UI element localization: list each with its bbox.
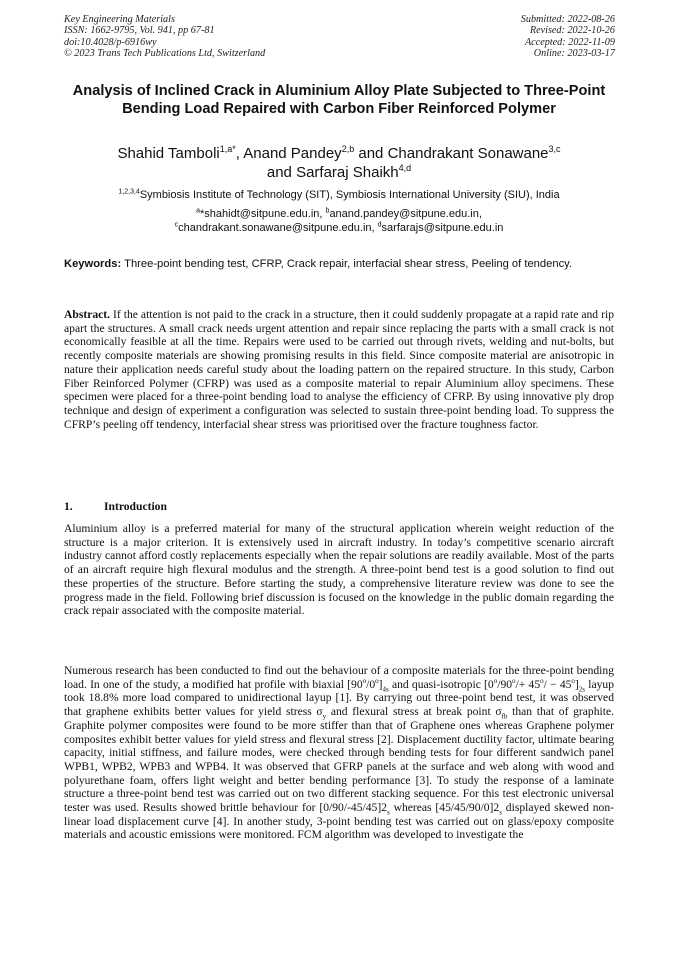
text-run: Numerous research has been conducted to find out the behaviour of a composite materials for the three-point bending load. In one of the study, a modified hat profile with biaxial [90 xyxy=(64,664,614,691)
superscript: o xyxy=(512,676,516,685)
text-run: than that of graphite. Graphite polymer composites were found to be more stiffer than that of Graphene ones whereas Graphene polymer composites exhibit better values for yield stress and flexural stress [2]. Displacement ductility factor, ultimate bearing capacity, initial stiffness, and failure modes, were checked through bending tests for four different sandwich panel WPB1, WPB2, WPB3 and WPB4. It was observed that GFRP panels at the surface and web along with wood and polyurethane foam, offers light weight and better bending performance [3]. To study the response of a laminate structure a three-point bend test was carried out on two different stacking sequence. For this test electronic universal tester was used. Results showed brittle behaviour for [0/90/-45/45]2 xyxy=(64,705,614,815)
intro-paragraph-1: Aluminium alloy is a preferred material for many of the structural application wherein weight reduction of the structure is a major criterion. It is extensively used in aircraft industry. In today’s competitive scenario aircraft industry cannot afford costly replacements especially when the repair solutions are readily available. Most of the parts of an aircraft require high flexural modulus and the strength. A three-point bend test is a good solution to find out these properties of the structure. Before starting the study, a comprehensive literature review was done to see the progress made in the field. Following brief discussion is focused on the knowledge in the public domain regarding the crack repair associated with the composite material. xyxy=(64,522,614,618)
paper-title: Analysis of Inclined Crack in Aluminium Alloy Plate Subjected to Three-Point Bending Load Repaired with Carbon Fiber Reinforced Polymer xyxy=(72,83,606,117)
email-mark: a xyxy=(196,207,200,215)
text-run: whereas [45/45/90/0]2 xyxy=(389,801,500,815)
subscript: 2s xyxy=(578,685,586,694)
text-run: displayed skewed non-linear load displacement curve [4]. In another study, 3-point bending test was carried out on glass/epoxy composite materials and acoustic emissions were monitored. FCM algorithm was developed to investigate the xyxy=(64,801,614,842)
subscript: y xyxy=(322,712,327,721)
affiliation-text: Symbiosis Institute of Technology (SIT), Symbiosis International University (SIU), India xyxy=(139,189,560,201)
superscript: o xyxy=(540,676,544,685)
email-mark: c xyxy=(174,220,179,228)
email-link[interactable]: chandrakant.sonawane@sitpune.edu.in, xyxy=(178,221,378,234)
author-separator: and xyxy=(266,164,297,181)
superscript: o xyxy=(375,676,379,685)
abstract-block xyxy=(64,308,614,431)
text-run: /0 xyxy=(366,677,376,691)
journal-info xyxy=(64,14,265,60)
issn-line: ISSN: 1662-9795, Vol. 941, pp 67-81 xyxy=(64,25,215,37)
keywords-label: Keywords: xyxy=(64,258,122,270)
author-affil-mark: 4,d xyxy=(398,163,412,173)
copyright-line: © 2023 Trans Tech Publications Ltd, Switzerland xyxy=(64,48,266,60)
text-run: /90 xyxy=(497,677,513,691)
revised-date: Revised: 2022-10-26 xyxy=(529,25,615,37)
email-link[interactable]: sarfarajs@sitpune.edu.in xyxy=(381,221,504,234)
keywords-text: Three-point bending test, CFRP, Crack repair, interfacial shear stress, Peeling of tendency. xyxy=(121,258,573,270)
author-name: Shahid Tamboli xyxy=(117,145,220,162)
abstract-label: Abstract. xyxy=(64,308,111,321)
text-run: and quasi-isotropic [0 xyxy=(388,677,494,691)
text-run: /+ 45 xyxy=(515,677,541,691)
superscript: o xyxy=(493,676,498,685)
author-separator: , xyxy=(235,145,244,162)
intro-paragraph-2 xyxy=(64,664,614,842)
text-run: and flexural stress at break point σ xyxy=(326,705,502,719)
author-affil-mark: 2,b xyxy=(341,144,355,154)
superscript: o xyxy=(571,676,575,685)
affiliation xyxy=(64,188,614,202)
subscript: s xyxy=(499,808,502,817)
email-mark: b xyxy=(325,207,330,215)
subscript: s xyxy=(386,808,390,817)
abstract-text: If the attention is not paid to the crack in a structure, then it could suddenly propagate at a rapid rate and rip apart the structures. A small crack needs urgent attention and repair since replacing the parts with a small crack is not economically feasible at all the time. Repairs were used to be carried out through rivets, welding and nut-bolts, but recently composite materials are showing promising results in this field. Since composite material are anisotropic in nature their application needs careful study about the loading pattern on the repaired structure. In this study, Carbon Fiber Reinforced Polymer (CFRP) was used as a composite material to repair Aluminium alloy specimens. These specimen were placed for a three-point bending load to analyse the efficiency of CFRP. By using innovative ply drop technique and design of experiment a configuration was selected to sustain three-point bending load. To suppress the CFRP’s peeling off tendency, interfacial shear stress was prioritised over the fracture toughness factor. xyxy=(64,308,614,431)
text-run: ] xyxy=(378,677,383,691)
superscript: o xyxy=(362,676,367,685)
journal-name: Key Engineering Materials xyxy=(64,14,175,25)
author-name: Chandrakant Sonawane xyxy=(387,145,549,162)
submission-dates xyxy=(521,14,615,60)
text-run: ] xyxy=(574,677,579,691)
author-affil-mark: 3,c xyxy=(548,144,561,154)
email-mark: d xyxy=(377,220,382,228)
affiliation-mark: 1,2,3,4 xyxy=(118,188,140,196)
section-number: 1. xyxy=(64,500,73,513)
text-run: / − 45 xyxy=(543,677,572,691)
author-affil-mark: 1,a* xyxy=(219,144,236,154)
author-name: Anand Pandey xyxy=(243,145,342,162)
subscript: 4s xyxy=(382,685,389,694)
section-title: Introduction xyxy=(104,500,167,513)
author-list xyxy=(64,144,614,182)
email-link[interactable]: anand.pandey@sitpune.edu.in, xyxy=(329,208,482,220)
online-date: Online: 2023-03-17 xyxy=(533,48,615,60)
doi-line: doi:10.4028/p-6916wy xyxy=(64,36,157,48)
author-separator: and xyxy=(354,145,388,162)
accepted-date: Accepted: 2022-11-09 xyxy=(524,36,615,48)
text-run: layup took 18.8% more load compared to unidirectional layup [1]. By carrying out three-point bend test, it was observed that graphene exhibits better values for yield stress σ xyxy=(64,677,615,719)
subscript: fb xyxy=(501,712,508,721)
submitted-date: Submitted: 2022-08-26 xyxy=(520,14,615,25)
keywords-block xyxy=(64,257,614,272)
author-emails xyxy=(64,208,614,235)
author-name: Sarfaraj Shaikh xyxy=(296,164,399,181)
email-link[interactable]: *shahidt@sitpune.edu.in, xyxy=(200,208,326,220)
section-heading-introduction xyxy=(64,500,167,513)
